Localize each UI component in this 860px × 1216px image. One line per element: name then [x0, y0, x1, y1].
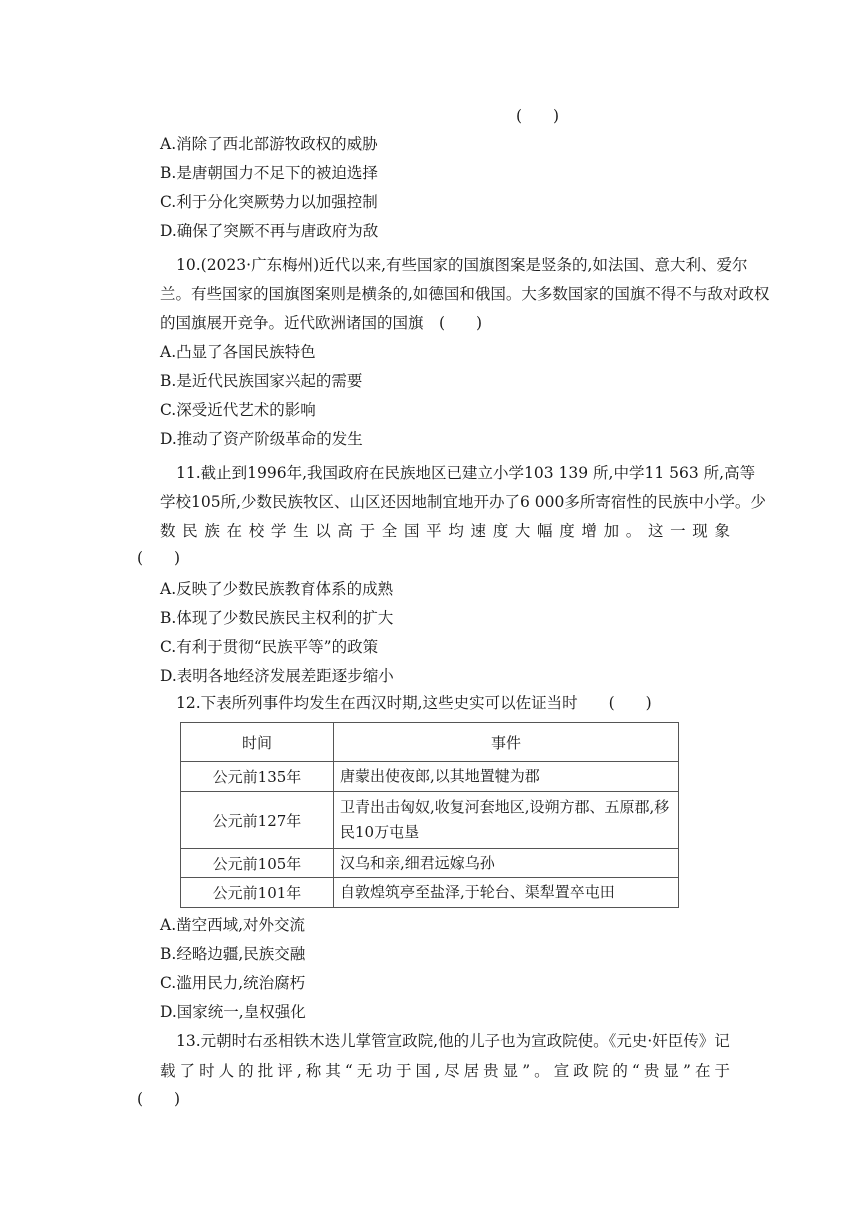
- q10-option-a: A.凸显了各国民族特色: [160, 343, 316, 361]
- table-header-time: 时间: [181, 723, 334, 762]
- table-row: [181, 792, 679, 849]
- q12-option-c: C.滥用民力,统治腐朽: [160, 974, 306, 992]
- table-header-row: [181, 723, 679, 762]
- q12-events-table: [180, 722, 679, 908]
- table-cell-event: 汉乌和亲,细君远嫁乌孙: [334, 849, 679, 878]
- q11-answer-paren: ( ): [137, 549, 181, 567]
- q11-option-c: C.有利于贯彻“民族平等”的政策: [160, 638, 379, 656]
- q11-stem-line2: 学校105所,少数民族牧区、山区还因地制宜地开办了6 000多所寄宿性的民族中小学。少: [160, 493, 766, 511]
- q13-stem-line1: 13.元朝时右丞相铁木迭儿掌管宣政院,他的儿子也为宣政院使。《元史·奸臣传》记: [176, 1032, 730, 1050]
- q11-option-a: A.反映了少数民族教育体系的成熟: [160, 580, 394, 598]
- q11-option-d: D.表明各地经济发展差距逐步缩小: [160, 667, 394, 685]
- q12-stem: 12.下表所列事件均发生在西汉时期,这些史实可以佐证当时 ( ): [176, 694, 652, 712]
- q10-option-c: C.深受近代艺术的影响: [160, 401, 316, 419]
- table-cell-time: 公元前135年: [181, 762, 334, 792]
- q10-option-d: D.推动了资产阶级革命的发生: [160, 430, 363, 448]
- table-row: [181, 762, 679, 792]
- table-row: [181, 849, 679, 878]
- q10-stem-line2: 兰。有些国家的国旗图案则是横条的,如德国和俄国。大多数国家的国旗不得不与敌对政权: [160, 285, 770, 303]
- table-cell-time: 公元前105年: [181, 849, 334, 878]
- q9-answer-paren: ( ): [516, 107, 560, 125]
- q9-option-d: D.确保了突厥不再与唐政府为敌: [160, 222, 379, 240]
- table-cell-event: 唐蒙出使夜郎,以其地置犍为郡: [334, 762, 679, 792]
- q10-option-b: B.是近代民族国家兴起的需要: [160, 372, 363, 390]
- q13-answer-paren: ( ): [137, 1090, 181, 1108]
- q11-stem-line1: 11.截止到1996年,我国政府在民族地区已建立小学103 139 所,中学11 563 所,高等: [176, 464, 756, 482]
- table-cell-event: 自敦煌筑亭至盐泽,于轮台、渠犁置卒屯田: [334, 878, 679, 908]
- table-cell-time: 公元前101年: [181, 878, 334, 908]
- table-row: [181, 878, 679, 908]
- q12-option-a: A.凿空西域,对外交流: [160, 916, 306, 934]
- q11-stem-line3: 数民族在校学生以高于全国平均速度大幅度增加。这一现象: [160, 522, 730, 540]
- q10-stem-line3: 的国旗展开竞争。近代欧洲诸国的国旗 ( ): [160, 314, 483, 332]
- q13-stem-line2: 载了时人的批评,称其“无功于国,尽居贵显”。宣政院的“贵显”在于: [160, 1062, 730, 1080]
- q9-option-b: B.是唐朝国力不足下的被迫选择: [160, 164, 378, 182]
- q12-option-b: B.经略边疆,民族交融: [160, 945, 306, 963]
- q11-option-b: B.体现了少数民族民主权利的扩大: [160, 609, 394, 627]
- q9-option-c: C.利于分化突厥势力以加强控制: [160, 193, 378, 211]
- q9-option-a: A.消除了西北部游牧政权的威胁: [160, 135, 378, 153]
- table-cell-event: 卫青出击匈奴,收复河套地区,设朔方郡、五原郡,移民10万屯垦: [334, 792, 679, 849]
- q10-stem-line1: 10.(2023·广东梅州)近代以来,有些国家的国旗图案是竖条的,如法国、意大利、爱尔: [176, 256, 748, 274]
- q12-option-d: D.国家统一,皇权强化: [160, 1003, 306, 1021]
- table-header-event: 事件: [334, 723, 679, 762]
- table-cell-time: 公元前127年: [181, 792, 334, 849]
